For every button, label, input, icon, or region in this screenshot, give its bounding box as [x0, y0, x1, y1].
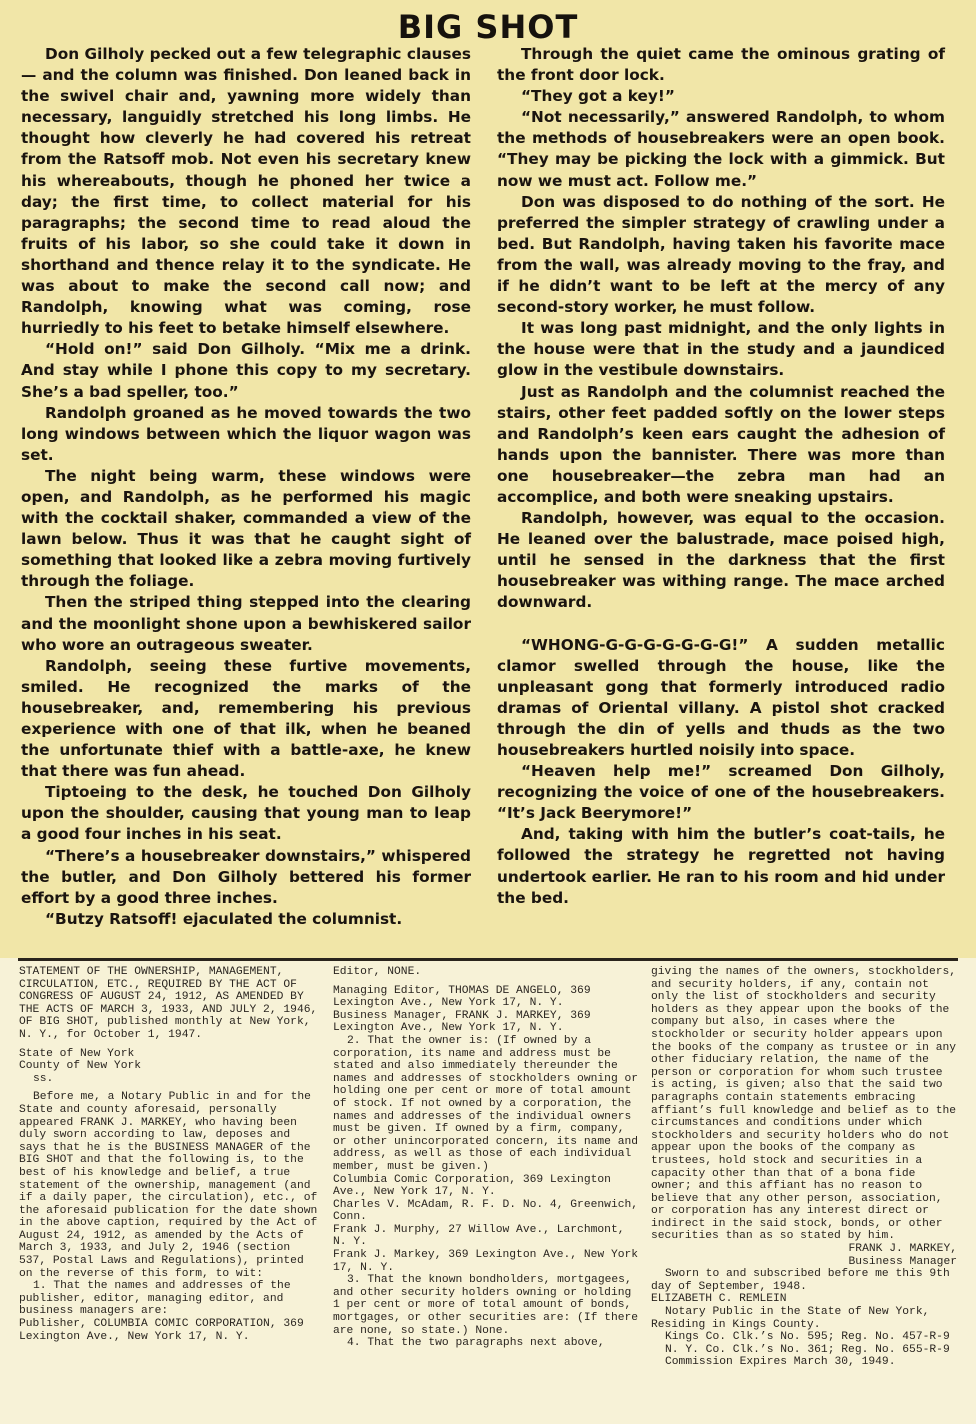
story-column-left [21, 44, 471, 930]
ownership-statement-column-1 [19, 966, 322, 1343]
story-paragraph: Through the quiet came the ominous grating of the front door lock. [497, 45, 945, 85]
story-paragraph: And, taking with him the butler’s coat-tails, he followed the strategy he regretted not having undertook earlier. He ran to his room and hid under the bed. [497, 825, 945, 907]
statement-line: Editor, NONE. [333, 966, 422, 978]
statement-paragraph: 2. That the owner is: (If owned by a corporation, its name and address must be stated and also immediately thereunder the names and addresses of stockholders owning or holding one per cent or more of total amount of stock. If not owned by a corporation, the names and addresses of the individual owners must be given. If owned by a firm, company, or other unincorporated concern, its name and address, as well as those of each individual member, must be given.) [333, 1034, 639, 1173]
notary-detail: N. Y. Co. Clk.’s No. 361; Reg. No. 655-R-9 [665, 1343, 950, 1356]
signature-title: Business Manager [848, 1255, 957, 1268]
signature-name: FRANK J. MARKEY, [848, 1243, 957, 1256]
story-paragraph: “Hold on!” said Don Gilholy. “Mix me a drink. And stay while I phone this copy to my secretary. She’s a bad speller, too.” [21, 340, 471, 401]
notary-name: ELIZABETH C. REMLEIN [651, 1293, 787, 1306]
statement-line: Columbia Comic Corporation, 369 Lexington Ave., New York 17, N. Y. [333, 1173, 611, 1199]
story-paragraph: “Heaven help me!” screamed Don Gilholy, recognizing the voice of one of the housebreakers. “It’s Jack Beerymore!” [497, 762, 945, 823]
ownership-statement-column-2 [333, 966, 640, 1350]
story-column-right [497, 44, 945, 909]
story-paragraph: Don was disposed to do nothing of the sort. He preferred the simpler strategy of crawling under a bed. But Randolph, having taken his favorite mace from the wall, was already moving to the fray, and if he didn’t want to be left at the mercy of any second-story worker, he must follow. [497, 192, 945, 317]
story-paragraph: Just as Randolph and the columnist reached the stairs, other feet padded softly on the lower steps and Randolph’s keen ears caught the adhesion of hands upon the bannister. There was more than one housebreaker—the zebra man had an accomplice, and both were sneaking upstairs. [497, 382, 945, 506]
story-title: BIG SHOT [397, 8, 579, 46]
story-paragraph: “There’s a housebreaker downstairs,” whispered the butler, and Don Gilholy bettered his former effort by a good three inches. [21, 846, 471, 907]
statement-line: Charles V. McAdam, R. F. D. No. 4, Greenwich, Conn. [333, 1198, 639, 1224]
statement-paragraph: Before me, a Notary Public in and for the State and county aforesaid, personally appeared FRANK J. MARKEY, who having been duly sworn according to law, deposes and says that he is the BUSINESS MANAGER of the BIG SHOT and that the following is, to the best of his knowledge and belief, a true statement of the ownership, management (and if a daily paper, the circulation), etc., of the aforesaid publication for the date shown in the above caption, required by the Act of August 24, 1912, as amended by the Acts of March 3, 1933, and July 2, 1946 (section 537, Postal Laws and Regulations), printed on the reverse of this form, to wit: [19, 1091, 318, 1280]
story-paragraph: “Not necessarily,” answered Randolph, to whom the methods of housebreakers were an open book. “They may be picking the lock with a gimmick. But now we must act. Follow me.” [497, 108, 945, 190]
story-paragraph: Don Gilholy pecked out a few telegraphic clauses — and the column was finished. Don leaned back in the swivel chair and, yawning more widely than necessary, languidly stretched his long limbs. He thought how cleverly he had covered his retreat from the Ratsoff mob. Not even his secretary knew his whereabouts, though he phoned her twice a day; the first time, to collect material for his paragraphs; the second time to read aloud the fruits of his labor, so she could take it down in shorthand and thence relay it to the syndicate. He was about to make the second call now; and Randolph, knowing what was coming, rose hurriedly to his feet to betake himself elsewhere. [21, 45, 471, 338]
story-paragraph: “WHONG-G-G-G-G-G-G-G!” A sudden metallic clamor swelled through the house, like the unpleasant gong that formerly introduced radio dramas of Oriental villany. A pistol shot cracked through the din of yells and thuds as the two housebreakers hurtled noisily into space. [497, 635, 945, 759]
statement-line: Managing Editor, THOMAS DE ANGELO, 369 Lexington Ave., New York 17, N. Y. [333, 984, 591, 1010]
statement-paragraph: 4. That the two paragraphs next above, [347, 1337, 605, 1350]
statement-paragraph: 3. That the known bondholders, mortgagees, and other security holders owning or holding 1 per cent or more of total amount of bonds, mortgages, or other securities are: (If there are none, so state.) None. [333, 1274, 639, 1337]
statement-heading: STATEMENT OF THE OWNERSHIP, MANAGEMENT, CIRCULATION, ETC., REQUIRED BY THE ACT OF CONGRESS OF AUGUST 24, 1912, AS AMENDED BY THE ACTS OF MARCH 3, 1933, AND JULY 2, 1946, OF BIG SHOT, published monthly at New York, N. Y., for October 1, 1947. [19, 966, 318, 1041]
story-paragraph: Tiptoeing to the desk, he touched Don Gilholy upon the shoulder, causing that young man to leap a good four inches in his seat. [21, 783, 471, 844]
story-paragraph: The night being warm, these windows were open, and Randolph, as he performed his magic with the cocktail shaker, commanded a view of the lawn below. Thus it was that he caught sight of something that looked like a zebra moving furtively through the foliage. [21, 466, 471, 591]
section-divider [18, 958, 958, 961]
story-paragraph: “They got a key!” [521, 87, 675, 106]
notary-detail: Kings Co. Clk.’s No. 595; Reg. No. 457-R-9 [665, 1331, 950, 1344]
statement-paragraph: giving the names of the owners, stockholders, and security holders, if any, contain not only the list of stockholders and security holders as they appear upon the books of the company but also, in cases where the stockholder or security holder appears upon the books of the company as trustee or in any other fiduciary relation, the name of the person or corporation for whom such trustee is acting, is given; also that the said two paragraphs contain statements embracing affiant’s full knowledge and belief as to the circumstances and conditions under which stockholders and security holders who do not appear upon the books of the company as trustees, hold stock and securities in a capacity other than that of a bona fide owner; and this affiant has no reason to believe that any other person, association, or corporation has any interest direct or indirect in the said stock, bonds, or other securities than as so stated by him. [651, 966, 957, 1243]
statement-line: Business Manager, FRANK J. MARKEY, 369 Lexington Ave., New York 17, N. Y. [333, 1009, 591, 1035]
statement-line: Frank J. Murphy, 27 Willow Ave., Larchmont, N. Y. [333, 1223, 625, 1249]
statement-paragraph: 1. That the names and addresses of the publisher, editor, managing editor, and business managers are: [19, 1280, 291, 1318]
story-paragraph: Randolph groaned as he moved towards the two long windows between which the liquor wagon was set. [21, 403, 471, 464]
statement-line: ss. [33, 1072, 54, 1085]
story-paragraph: It was long past midnight, and the only lights in the house were that in the study and a jaundiced glow in the vestibule downstairs. [497, 319, 945, 380]
story-paragraph: “Butzy Ratsoff! ejaculated the columnist. [45, 909, 403, 928]
story-paragraph: Randolph, seeing these furtive movements, smiled. He recognized the marks of the housebreaker, and, remembering his previous experience with one of that ilk, when he beaned the unfortunate thief with a battle-axe, he knew that there was fun ahead. [21, 656, 471, 781]
statement-line: County of New York [19, 1060, 142, 1073]
story-paragraph: Randolph, however, was equal to the occasion. He leaned over the balustrade, mace poised high, until he sensed in the darkness that the first housebreaker was withing range. The mace arched downward. [497, 509, 945, 612]
statement-line: Frank J. Markey, 369 Lexington Ave., New York 17, N. Y. [333, 1249, 639, 1274]
story-paragraph: Then the striped thing stepped into the clearing and the moonlight shone upon a bewhiskered sailor who wore an outrageous sweater. [21, 593, 471, 654]
notary-detail: Notary Public in the State of New York, Residing in Kings County. [651, 1306, 930, 1331]
statement-line: State of New York [19, 1047, 135, 1060]
statement-paragraph: Publisher, COLUMBIA COMIC CORPORATION, 369 Lexington Ave., New York 17, N. Y. [19, 1318, 304, 1343]
ownership-statement-column-3 [651, 966, 957, 1369]
notary-detail: Commission Expires March 30, 1949. [665, 1356, 896, 1369]
statement-line: Sworn to and subscribed before me this 9th day of September, 1948. [651, 1268, 950, 1293]
